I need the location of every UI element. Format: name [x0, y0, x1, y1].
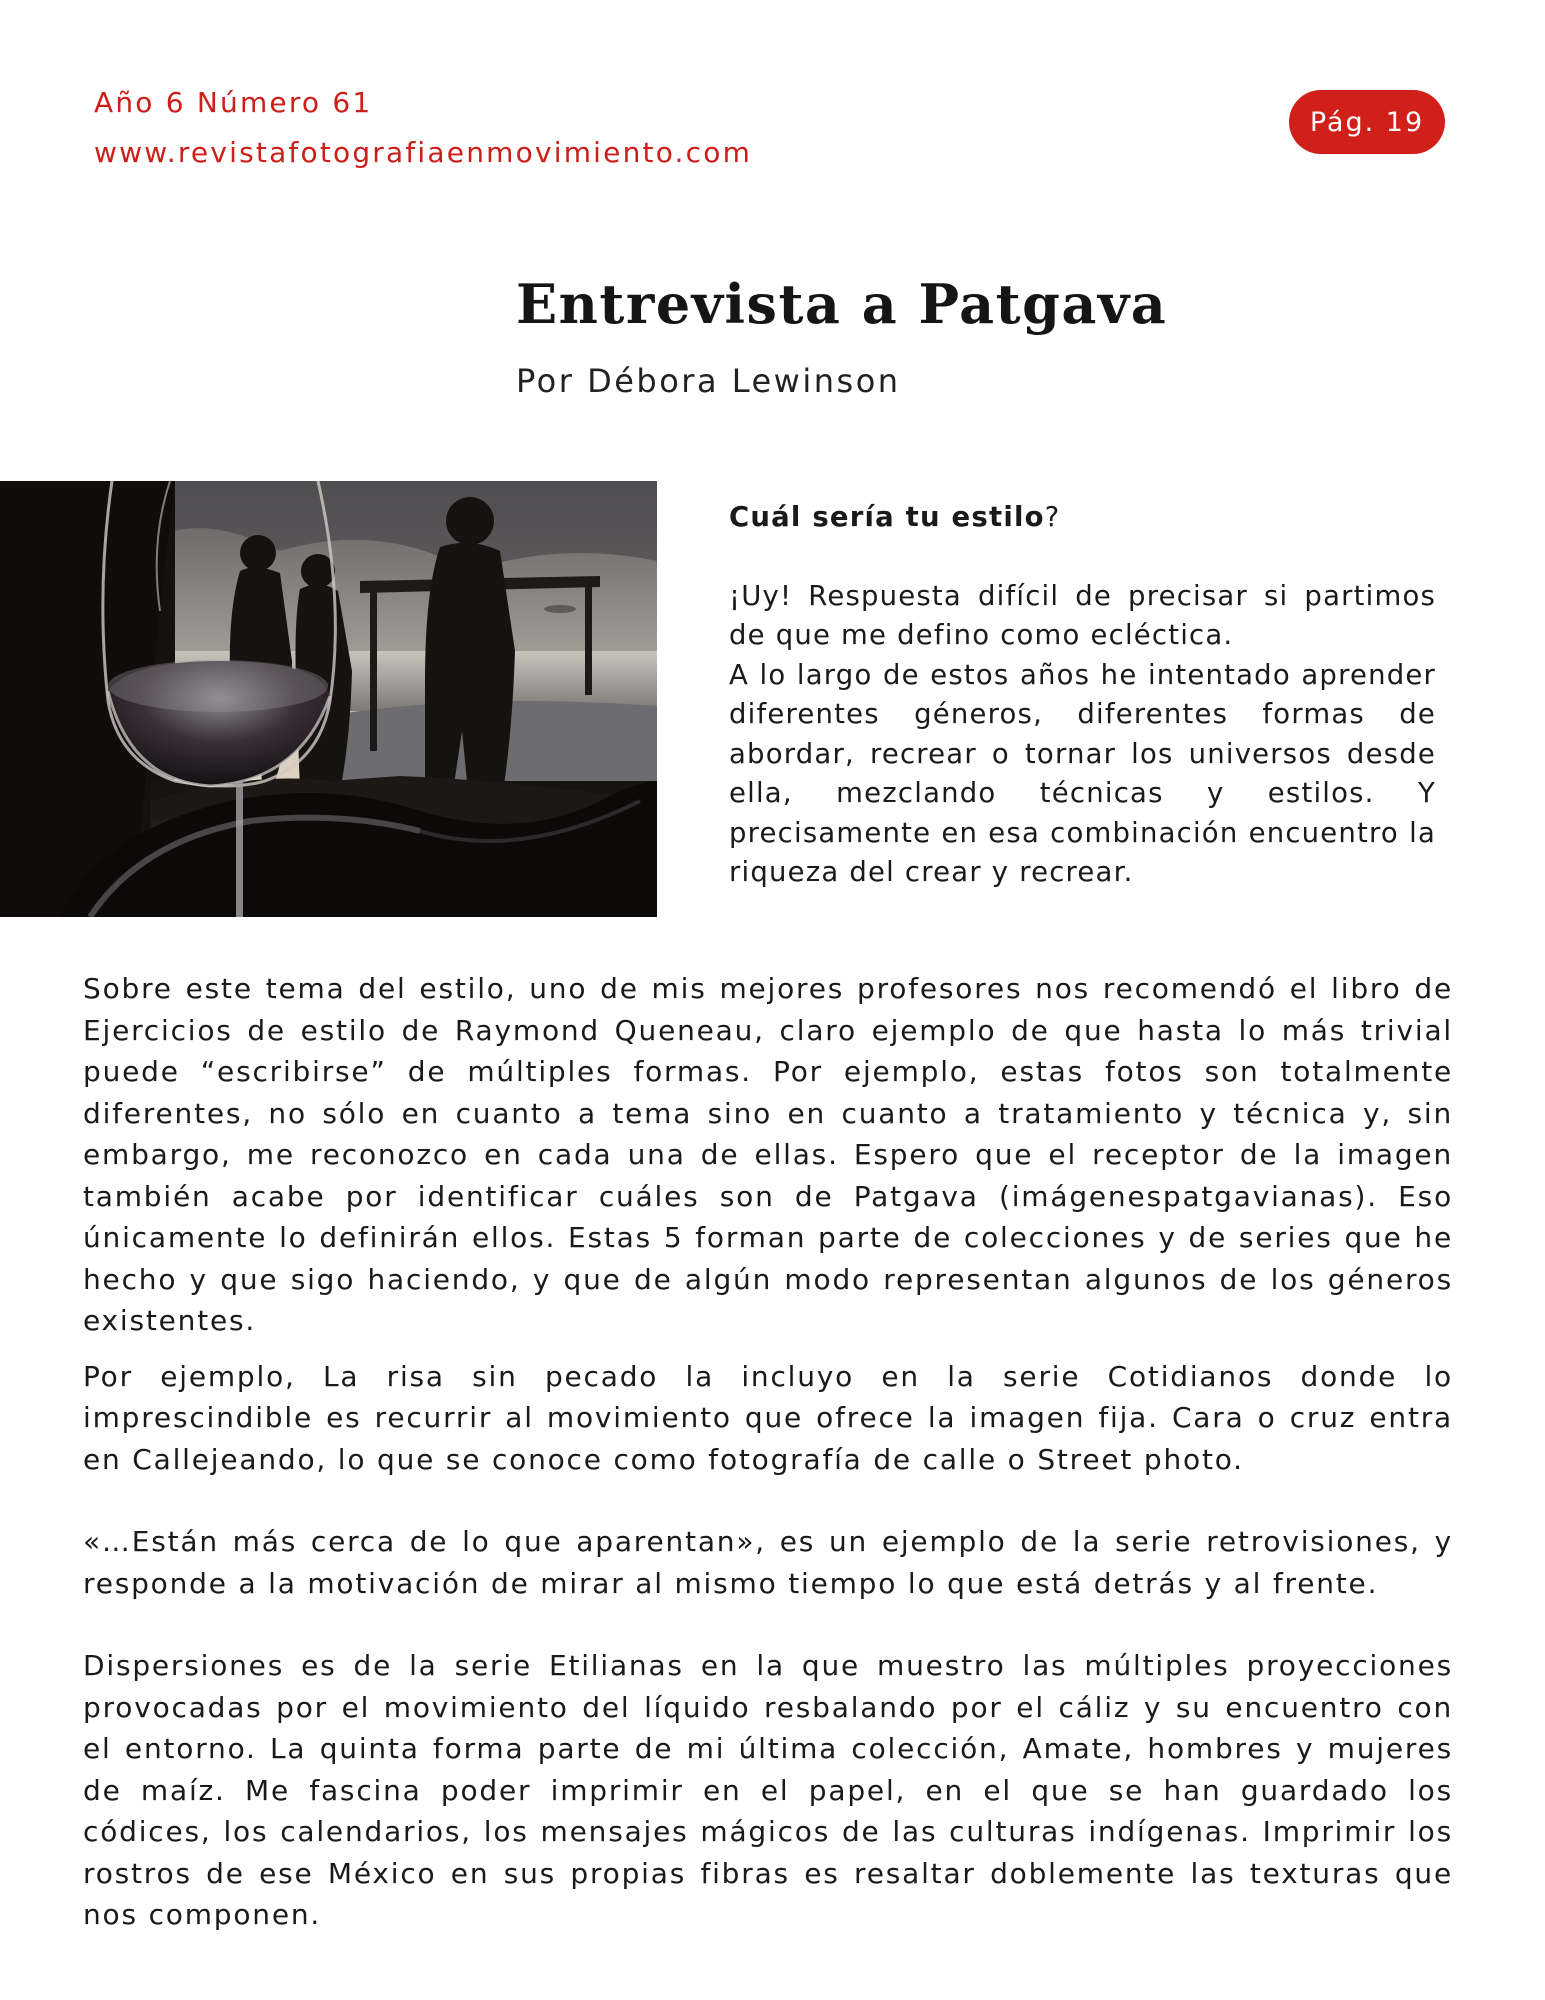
article-byline: Por Débora Lewinson [516, 362, 901, 400]
article-photo [0, 481, 657, 917]
answer-paragraph-2: A lo largo de estos años he intentado aprender diferentes géneros, diferentes formas de abordar, recrear o tornar los universos desde ella, mezclando técnicas y estilos. Y precisamente en esa combinación encuentro la riqueza del crear y recrear. [729, 658, 1436, 888]
body-paragraph-1: Sobre este tema del estilo, uno de mis mejores profesores nos recomendó el libro de Ejercicios de estilo de Raymond Queneau, claro ejemplo de que hasta lo más trivial puede “escribirse” de múltiples formas. Por ejemplo, estas fotos son totalmente diferentes, no sólo en cuanto a tema sino en cuanto a tratamiento y técnica y, sin embargo, me reconozco en cada una de ellas. Espero que el receptor de la imagen también acabe por identificar cuáles son de Patgava (imágenespatgavianas). Eso únicamente lo definirán ellos. Estas 5 forman parte de colecciones y de series que he hecho y que sigo haciendo, y que de algún modo representan algunos de los géneros existentes. [83, 972, 1453, 1337]
answer-paragraph-1: ¡Uy! Respuesta difícil de precisar si partimos de que me defino como ecléctica. [729, 579, 1436, 651]
qa-section [729, 498, 1436, 893]
interview-question [729, 498, 1436, 538]
question-text: Cuál sería tu estilo [729, 501, 1045, 533]
body-paragraph-4: Dispersiones es de la serie Etilianas en la que muestro las múltiples proyecciones provocadas por el movimiento del líquido resbalando por el cáliz y su encuentro con el entorno. La quinta forma parte de mi última colección, Amate, hombres y mujeres de maíz. Me fascina poder imprimir en el papel, en el que se han guardado los códices, los calendarios, los mensajes mágicos de las culturas indígenas. Imprimir los rostros de ese México en sus propias fibras es resaltar doblemente las texturas que nos componen. [83, 1649, 1453, 1931]
issue-label: Año 6 Número 61 [94, 86, 373, 119]
website-url[interactable]: www.revistafotografiaenmovimiento.com [94, 136, 753, 169]
body-paragraph-3: «…Están más cerca de lo que aparentan», es un ejemplo de la serie retrovisiones, y responde a la motivación de mirar al mismo tiempo lo que está detrás y al frente. [83, 1525, 1453, 1600]
article-body [83, 968, 1453, 1936]
article-title: Entrevista a Patgava [516, 272, 1168, 336]
body-paragraph-2: Por ejemplo, La risa sin pecado la incluyo en la serie Cotidianos donde lo imprescindible es recurrir al movimiento que ofrece la imagen fija. Cara o cruz entra en Callejeando, lo que se conoce como fotografía de calle o Street photo. [83, 1359, 1453, 1476]
question-mark: ? [1044, 501, 1061, 533]
page-number-badge: Pág. 19 [1289, 90, 1445, 154]
